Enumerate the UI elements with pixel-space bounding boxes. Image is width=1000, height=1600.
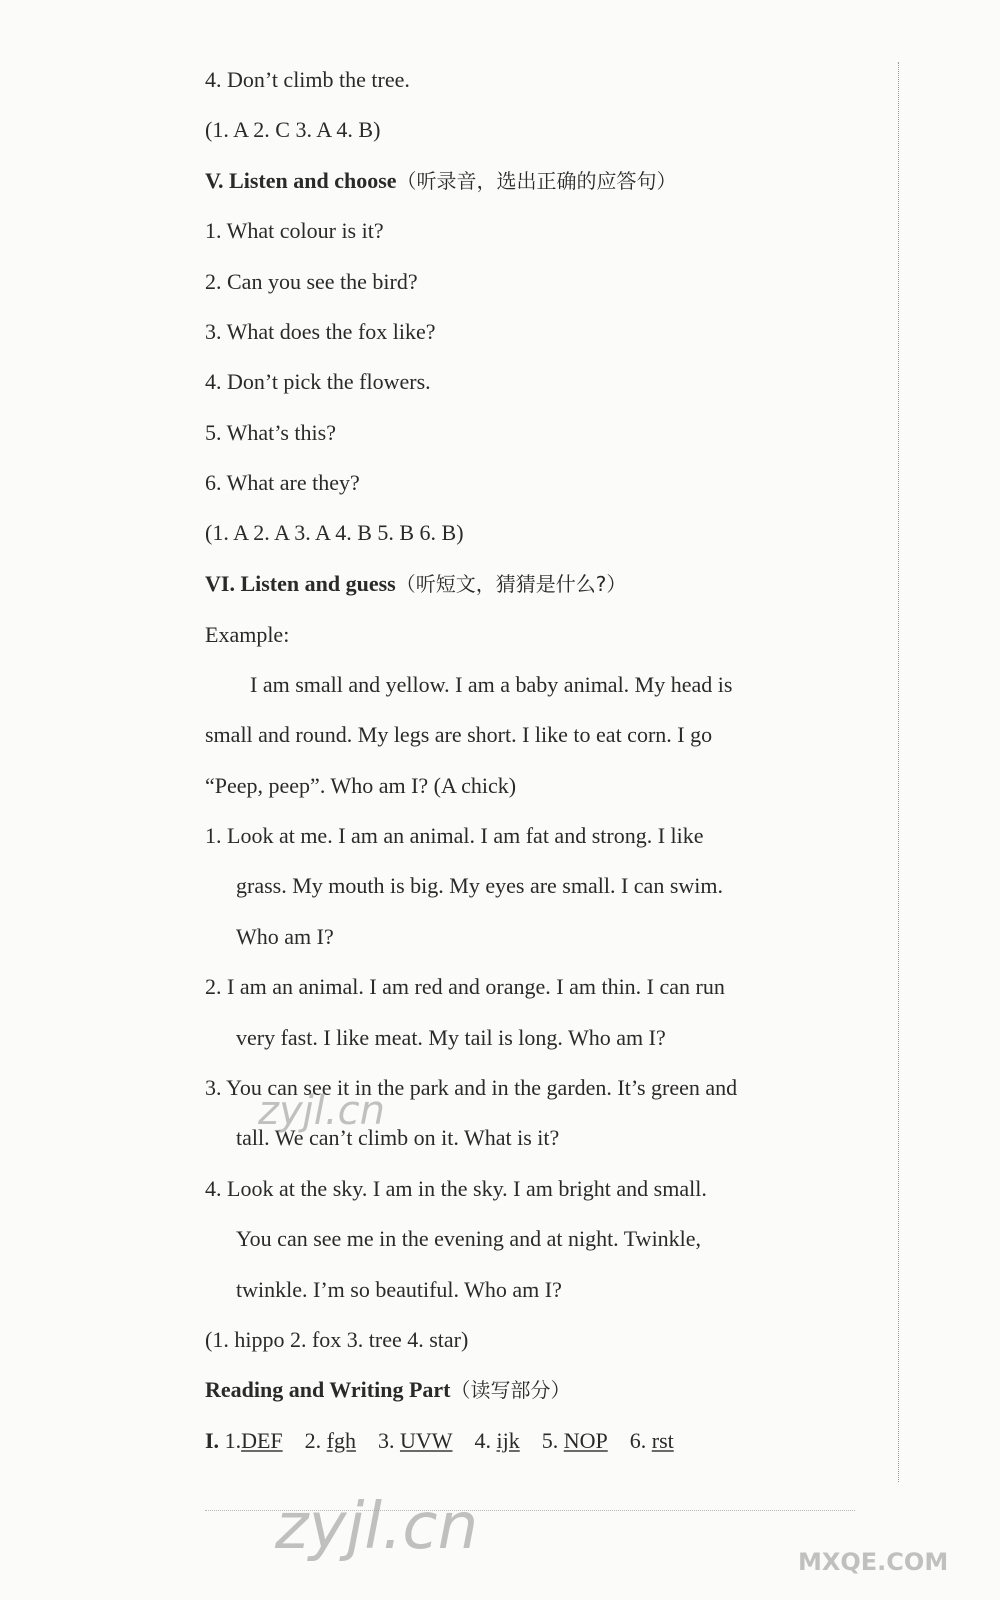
watermark-bottom: zyjl.cn <box>275 1490 479 1564</box>
text-line: twinkle. I’m so beautiful. Who am I? <box>236 1277 562 1302</box>
text-line: You can see me in the evening and at night. Twinkle, <box>236 1226 702 1251</box>
watermark-corner: MXQE.COM <box>798 1548 949 1576</box>
watermark-mid: zyjl.cn <box>258 1088 385 1134</box>
item-label: 6. <box>629 1428 647 1453</box>
section-subtitle-cn: （读写部分） <box>450 1378 571 1402</box>
text-line: 4. Look at the sky. I am in the sky. I am bright and small. <box>205 1176 707 1201</box>
item-answer: DEF <box>241 1428 283 1453</box>
text-line: 1. Look at me. I am an animal. I am fat and strong. I like <box>205 823 704 848</box>
text-line: grass. My mouth is big. My eyes are small. I can swim. <box>236 873 723 898</box>
section-title: Reading and Writing Part <box>205 1377 451 1402</box>
text-line: 3. What does the fox like? <box>205 319 436 344</box>
item-label: 3. <box>377 1428 395 1453</box>
item-answer: fgh <box>326 1428 356 1453</box>
text-line: 5. What’s this? <box>205 420 336 445</box>
text-line: 1. What colour is it? <box>205 218 384 243</box>
item-label: 5. <box>541 1428 559 1453</box>
item-label: 2. <box>304 1428 322 1453</box>
text-line: I am small and yellow. I am a baby animal. My head is <box>250 672 733 697</box>
section-subtitle-cn: （听录音，选出正确的应答句） <box>396 169 677 193</box>
text-line: 6. What are they? <box>205 470 360 495</box>
item-label: 4. <box>474 1428 491 1453</box>
text-line: 4. Don’t pick the flowers. <box>205 369 431 394</box>
answer-key: (1. hippo 2. fox 3. tree 4. star) <box>205 1327 469 1352</box>
text-line: 2. Can you see the bird? <box>205 269 418 294</box>
section-heading-vi <box>205 569 626 599</box>
section-heading-v <box>205 166 677 196</box>
answer-key: (1. A 2. C 3. A 4. B) <box>205 117 381 142</box>
item-number: I. <box>205 1428 220 1453</box>
answer-row-i <box>205 1426 674 1456</box>
section-heading-rw <box>205 1375 571 1405</box>
item-answer: rst <box>651 1428 674 1453</box>
answer-key: (1. A 2. A 3. A 4. B 5. B 6. B) <box>205 520 464 545</box>
text-line: tall. We can’t climb on it. What is it? <box>236 1125 560 1150</box>
text-line: 3. You can see it in the park and in the garden. It’s green and <box>205 1075 738 1100</box>
item-answer: NOP <box>563 1428 608 1453</box>
section-title: V. Listen and choose <box>205 168 397 193</box>
section-title: VI. Listen and guess <box>205 571 396 596</box>
text-line: 4. Don’t climb the tree. <box>205 67 410 92</box>
text-line: Who am I? <box>236 924 334 949</box>
text-line: “Peep, peep”. Who am I? (A chick) <box>205 773 517 798</box>
item-label: 1. <box>224 1428 242 1453</box>
item-answer: ijk <box>496 1428 520 1453</box>
right-margin-rule <box>898 62 899 1482</box>
text-line: very fast. I like meat. My tail is long. Who am I? <box>236 1025 666 1050</box>
text-line: 2. I am an animal. I am red and orange. I am thin. I can run <box>205 974 725 999</box>
item-answer: UVW <box>399 1428 453 1453</box>
text-line: small and round. My legs are short. I like to eat corn. I go <box>205 722 713 747</box>
text-line: Example: <box>205 622 290 647</box>
section-subtitle-cn: （听短文，猜猜是什么?） <box>395 572 627 596</box>
